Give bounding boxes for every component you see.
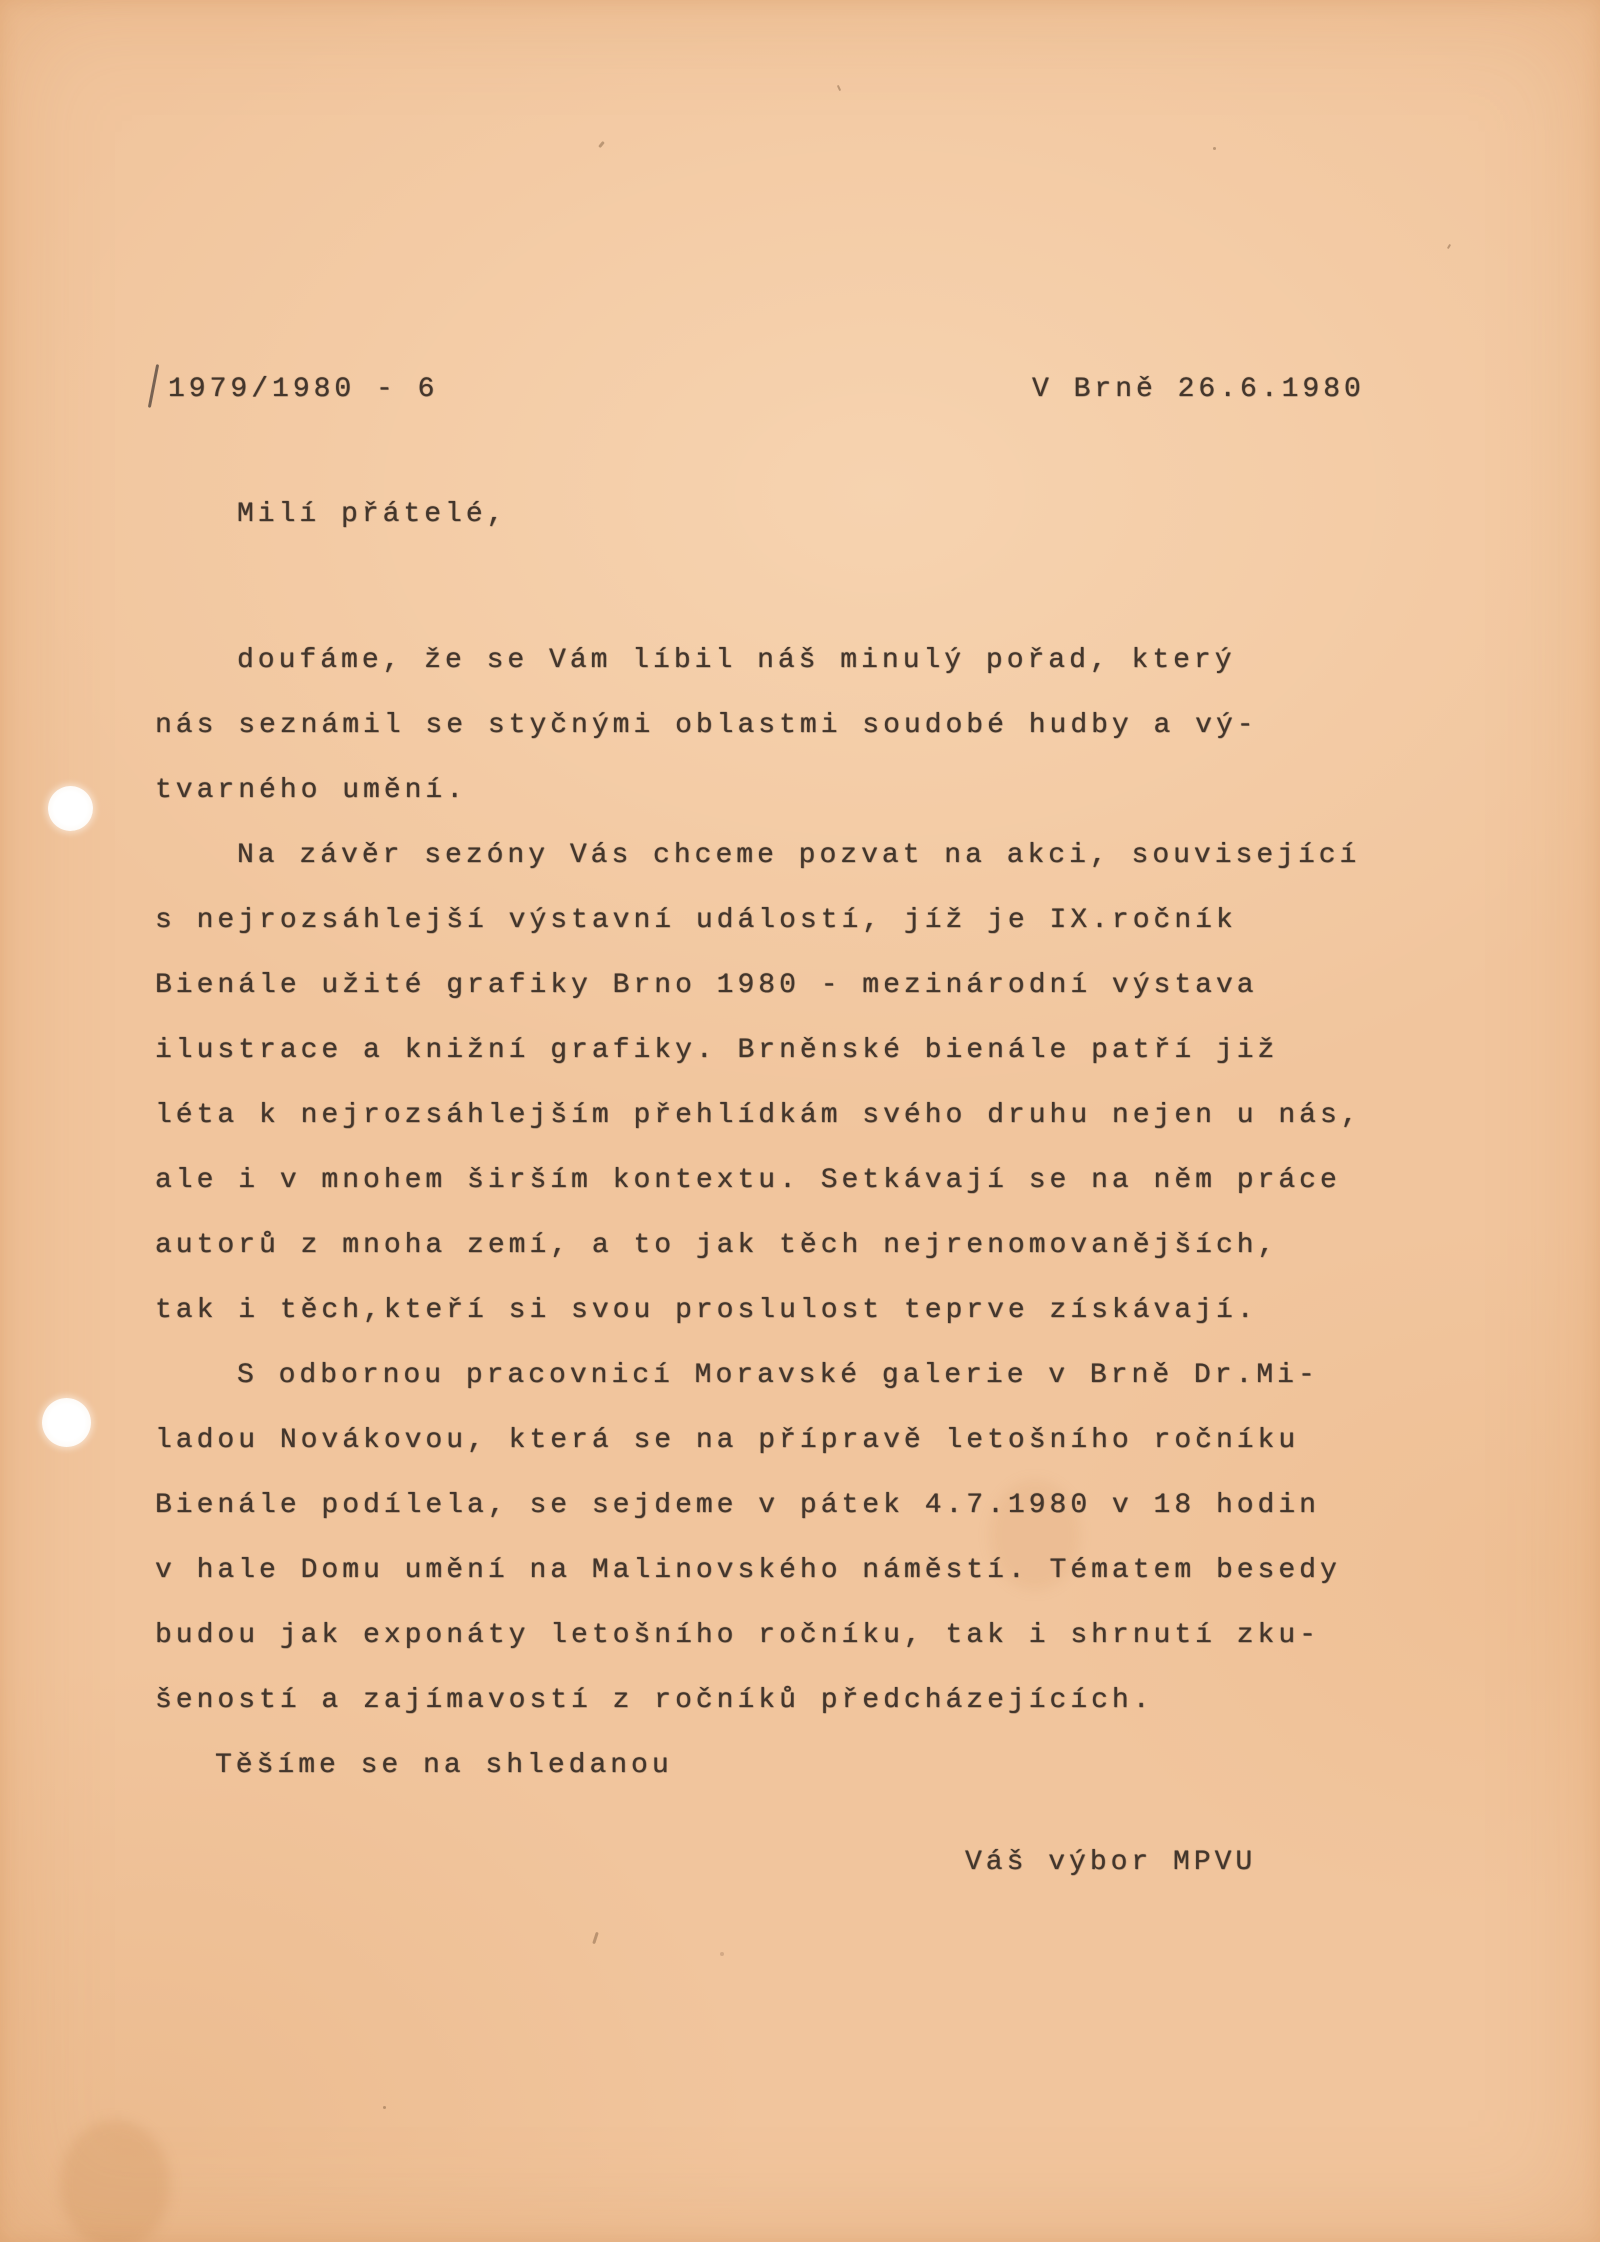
punch-hole-bottom bbox=[42, 1398, 91, 1447]
body-line: budou jak exponáty letošního ročníku, tak i shrnutí zku- bbox=[155, 1620, 1320, 1651]
paper-speck bbox=[720, 1952, 724, 1956]
paper-smudge bbox=[60, 2120, 170, 2242]
body-line: doufáme, že se Vám líbil náš minulý pořad, který bbox=[237, 645, 1236, 676]
body-line: S odbornou pracovnicí Moravské galerie v Brně Dr.Mi- bbox=[237, 1360, 1319, 1391]
body-line: Na závěr sezóny Vás chceme pozvat na akci, související bbox=[237, 840, 1361, 871]
body-line: léta k nejrozsáhlejším přehlídkám svého druhu nejen u nás, bbox=[155, 1100, 1362, 1131]
body-line: ladou Novákovou, která se na přípravě letošního ročníku bbox=[155, 1425, 1300, 1456]
paper-speck bbox=[1213, 147, 1216, 150]
signature: Váš výbor MPVU bbox=[965, 1847, 1257, 1878]
body-line: Bienále užité grafiky Brno 1980 - mezinárodní výstava bbox=[155, 970, 1258, 1001]
body-line: v hale Domu umění na Malinovského náměstí. Tématem besedy bbox=[155, 1555, 1341, 1586]
paper-speck bbox=[592, 1932, 599, 1944]
body-line: tak i těch,kteří si svou proslulost teprve získávají. bbox=[155, 1295, 1258, 1326]
punch-hole-top bbox=[48, 786, 93, 831]
paper-speck bbox=[598, 141, 605, 148]
closing-line: Těšíme se na shledanou bbox=[215, 1750, 673, 1781]
salutation: Milí přátelé, bbox=[237, 499, 508, 530]
paper-speck bbox=[383, 2106, 386, 2109]
body-line: s nejrozsáhlejší výstavní událostí, jíž je IX.ročník bbox=[155, 905, 1237, 936]
body-line: nás seznámil se styčnými oblastmi soudobé hudby a vý- bbox=[155, 710, 1258, 741]
paper-speck bbox=[837, 85, 841, 91]
body-line: šeností a zajímavostí z ročníků předcházejících. bbox=[155, 1685, 1154, 1716]
place-and-date: V Brně 26.6.1980 bbox=[1032, 374, 1365, 405]
body-line: ale i v mnohem širším kontextu. Setkávají se na něm práce bbox=[155, 1165, 1341, 1196]
body-line: autorů z mnoha zemí, a to jak těch nejrenomovanějších, bbox=[155, 1230, 1279, 1261]
reference-number: 1979/1980 - 6 bbox=[168, 374, 439, 405]
body-line: Bienále podílela, se sejdeme v pátek 4.7.1980 v 18 hodin bbox=[155, 1490, 1320, 1521]
letter-body bbox=[155, 628, 1362, 1733]
pen-slash-mark bbox=[148, 364, 159, 408]
body-line: tvarného umění. bbox=[155, 775, 468, 806]
paper-speck bbox=[1447, 244, 1451, 249]
body-line: ilustrace a knižní grafiky. Brněnské bienále patří již bbox=[155, 1035, 1279, 1066]
